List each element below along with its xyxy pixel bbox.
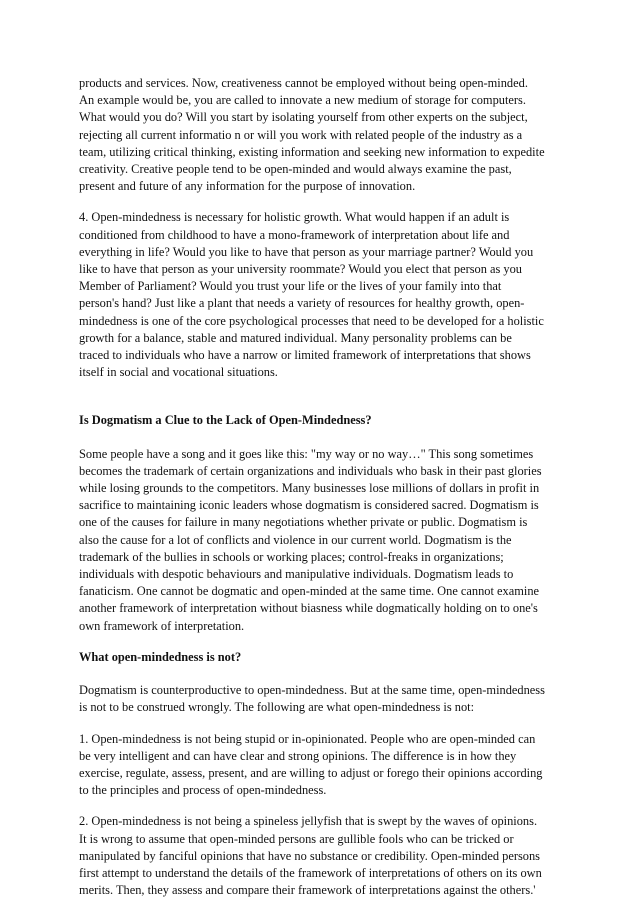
text-line: exercise, regulate, assess, present, and are willing to adjust or forego their opinions according	[79, 765, 543, 780]
text-line: manipulated by fanciful opinions that have no substance or credibility. Open-minded persons	[79, 848, 540, 863]
text-line: individuals with despotic behaviours and manipulative individuals. Dogmatism leads to	[79, 567, 514, 582]
paragraph-1	[79, 75, 561, 195]
text-line: Dogmatism is counterproductive to open-mindedness. But at the same time, open-mindedness	[79, 683, 545, 698]
text-line: traced to individuals who have a narrow or limited framework of interpretations that shows	[79, 348, 531, 363]
paragraph-5	[79, 731, 561, 800]
text-line: like to have that person as your university roommate? Would you elect that person as you	[79, 262, 523, 277]
text-line: becomes the trademark of certain organizations and individuals who bask in their past glories	[79, 463, 542, 478]
text-line: sacrifice to maintaining iconic leaders whose dogmatism is considered sacred. Dogmatism is	[79, 498, 539, 513]
text-line: 2. Open-mindedness is not being a spineless jellyfish that is swept by the waves of opinions.	[79, 814, 538, 829]
text-line: 1. Open-mindedness is not being stupid or in-opinionated. People who are open-minded can	[79, 731, 536, 746]
text-line: team, utilizing critical thinking, existing information and seeking new information to expedite	[79, 144, 545, 159]
text-line: What would you do? Will you start by isolating yourself from other experts on the subject,	[79, 110, 528, 125]
text-line: products and services. Now, creativeness cannot be employed without being open-minded.	[79, 76, 528, 90]
text-line: conditioned from childhood to have a mono-framework of interpretation about life and	[79, 227, 510, 242]
text-line: be very intelligent and can have clear and strong opinions. The difference is in how they	[79, 748, 517, 763]
text-line: 4. Open-mindedness is necessary for holistic growth. What would happen if an adult is	[79, 210, 510, 225]
text-line: also the cause for a lot of conflicts and violence in our current world. Dogmatism is the	[79, 532, 512, 547]
text-line: creativity. Creative people tend to be open-minded and would always examine the past,	[79, 162, 512, 177]
paragraph-4	[79, 682, 561, 716]
text-line: It is wrong to assume that open-minded persons are gullible fools who can be tricked or	[79, 831, 514, 846]
text-line: first attempt to understand the details of the framework of interpretations of others on its own	[79, 865, 542, 880]
section-heading: Is Dogmatism a Clue to the Lack of Open-Mindedness?	[79, 413, 372, 428]
text-line: person's hand? Just like a plant that needs a variety of resources for healthy growth, open-	[79, 296, 525, 311]
text-line: growth for a balance, stable and matured individual. Many personality problems can be	[79, 330, 512, 345]
text-line: everything in life? Would you like to have that person as your marriage partner? Would you	[79, 244, 534, 259]
text-line: fanaticism. One cannot be dogmatic and open-minded at the same time. One cannot examine	[79, 584, 540, 599]
text-line: to the principles and process of open-mindedness.	[79, 783, 327, 798]
paragraph-3	[79, 446, 561, 635]
paragraph-6	[79, 813, 561, 899]
text-line: Some people have a song and it goes like this: "my way or no way…" This song sometimes	[79, 446, 534, 461]
text-line: mindedness is one of the core psychological processes that need to be developed for a holistic	[79, 313, 544, 328]
text-line: An example would be, you are called to innovate a new medium of storage for computers.	[79, 93, 526, 108]
text-line: own framework of interpretation.	[79, 618, 245, 633]
text-line: merits. Then, they assess and compare their framework of interpretations against the others.'	[79, 883, 536, 898]
document-body	[79, 75, 561, 913]
paragraph-2	[79, 209, 561, 381]
text-line: is not to be construed wrongly. The following are what open-mindedness is not:	[79, 700, 475, 715]
text-line: one of the causes for failure in many negotiations whether private or public. Dogmatism is	[79, 515, 528, 530]
text-line: itself in social and vocational situations.	[79, 365, 278, 380]
section-subheading: What open-mindedness is not?	[79, 649, 242, 664]
text-line: another framework of interpretation without biasness while dogmatically holding on to one's	[79, 601, 538, 616]
text-line: Member of Parliament? Would you trust your life or the lives of your family into that	[79, 279, 502, 294]
text-line: while losing grounds to the competitors. Many businesses lose millions of dollars in profit in	[79, 481, 540, 496]
text-line: present and future of any information for the purpose of innovation.	[79, 179, 416, 194]
text-line: trademark of the bullies in schools or working places; control-freaks in organizations;	[79, 549, 504, 564]
text-line: rejecting all current informatio n or will you work with related people of the industry as a	[79, 127, 523, 142]
